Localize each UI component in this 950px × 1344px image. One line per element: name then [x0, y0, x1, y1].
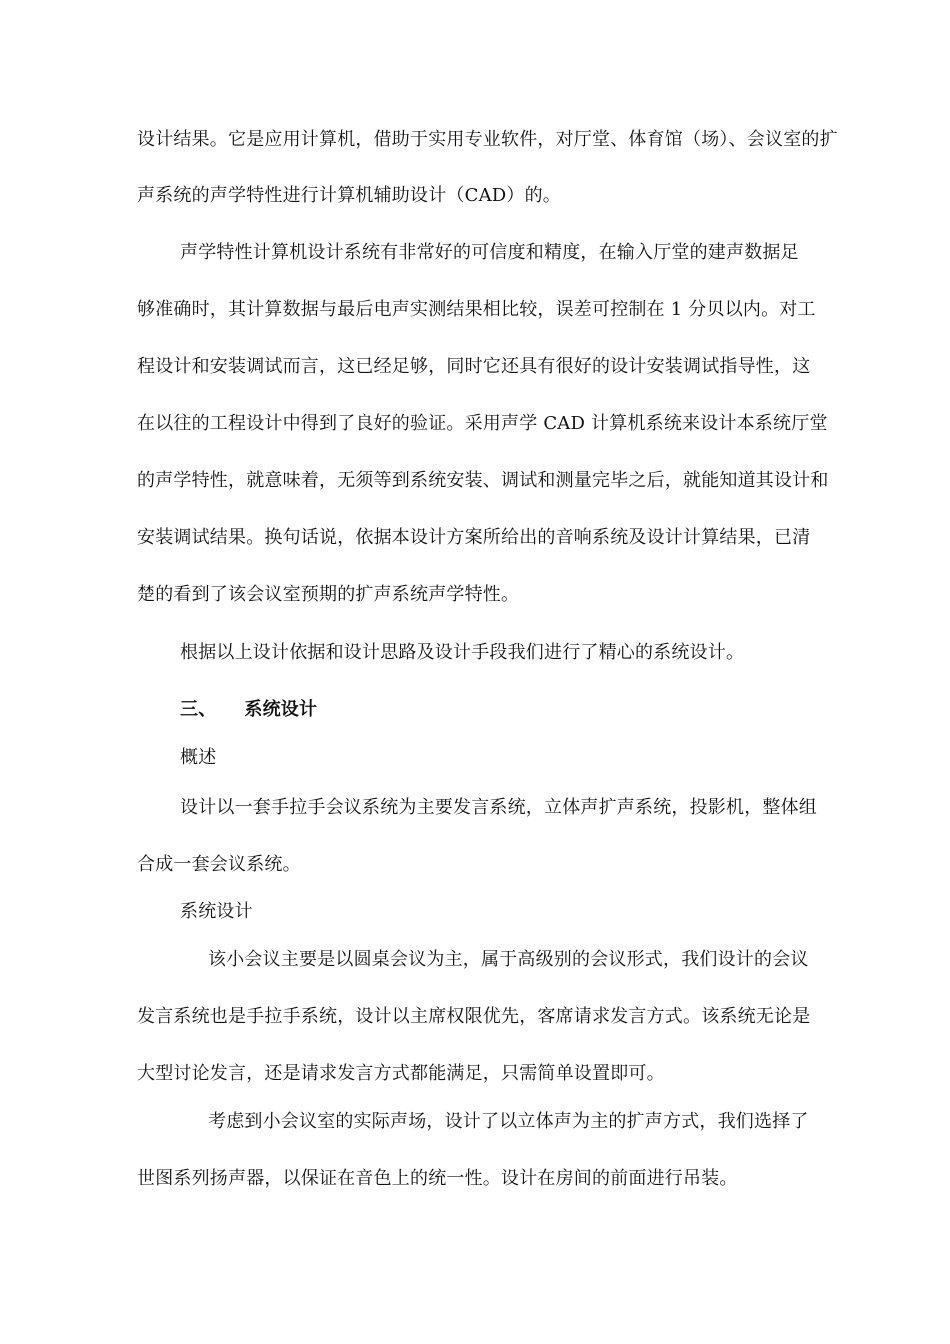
- paragraph-line: 考虑到小会议室的实际声场，设计了以立体声为主的扩声方式，我们选择了: [208, 1111, 809, 1132]
- paragraph-line: 在以往的工程设计中得到了良好的验证。采用声学 CAD 计算机系统来设计本系统厅堂: [137, 413, 828, 434]
- paragraph-line: 世图系列扬声器，以保证在音色上的统一性。设计在房间的前面进行吊装。: [137, 1168, 738, 1189]
- paragraph-line: 安装调试结果。换句话说，依据本设计方案所给出的音响系统及设计计算结果，已清: [137, 527, 811, 548]
- paragraph-line: 大型讨论发言，还是请求发言方式都能满足，只需简单设置即可。: [137, 1063, 665, 1084]
- paragraph-line: 声系统的声学特性进行计算机辅助设计（CAD）的。: [137, 185, 562, 206]
- paragraph-line: 的声学特性，就意味着，无须等到系统安装、调试和测量完毕之后，就能知道其设计和: [137, 470, 829, 491]
- paragraph-line: 合成一套会议系统。: [137, 854, 301, 875]
- subsection-label: 系统设计: [180, 901, 253, 922]
- paragraph-line: 该小会议主要是以圆桌会议为主，属于高级别的会议形式，我们设计的会议: [208, 949, 809, 970]
- paragraph-line: 根据以上设计依据和设计思路及设计手段我们进行了精心的系统设计。: [180, 642, 745, 663]
- paragraph-line: 设计以一套手拉手会议系统为主要发言系统，立体声扩声系统，投影机，整体组: [180, 797, 817, 818]
- subsection-label: 概述: [180, 747, 217, 768]
- section-title: 系统设计: [244, 699, 318, 720]
- paragraph-line: 楚的看到了该会议室预期的扩声系统声学特性。: [137, 584, 520, 605]
- paragraph-line: 够准确时，其计算数据与最后电声实测结果相比较，误差可控制在 1 分贝以内。对工: [137, 299, 816, 320]
- paragraph-line: 设计结果。它是应用计算机，借助于实用专业软件，对厅堂、体育馆（场）、会议室的扩: [137, 129, 838, 150]
- section-number: 三、: [180, 699, 217, 720]
- paragraph-line: 发言系统也是手拉手系统，设计以主席权限优先，客席请求发言方式。该系统无论是: [137, 1006, 811, 1027]
- section-heading: [180, 698, 317, 722]
- paragraph-line: 程设计和安装调试而言，这已经足够，同时它还具有很好的设计安装调试指导性，这: [137, 356, 811, 377]
- paragraph-line: 声学特性计算机设计系统有非常好的可信度和精度，在输入厅堂的建声数据足: [180, 242, 799, 263]
